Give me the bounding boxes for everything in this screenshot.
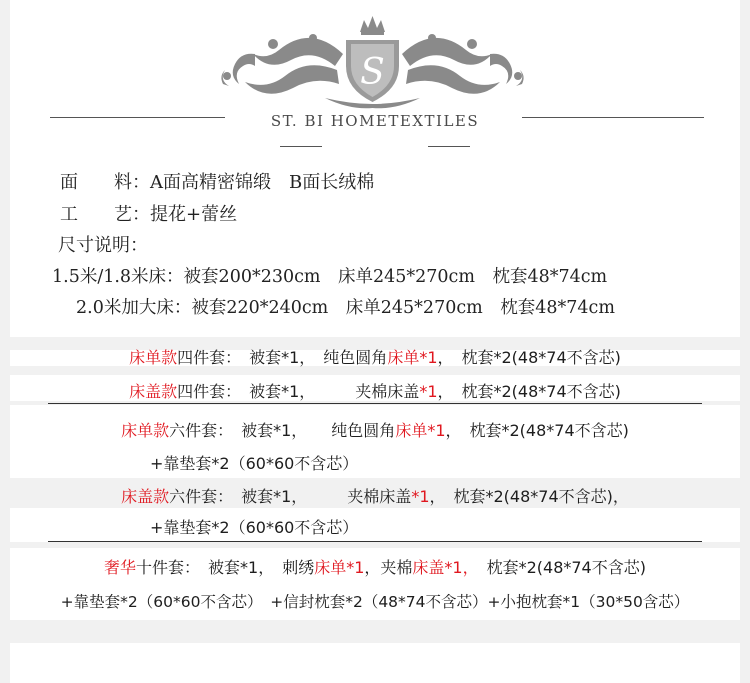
package-contents: 四件套： 被套*1， 纯色圆角: [177, 348, 388, 367]
package-middle: ，夹棉: [364, 558, 413, 577]
package-luxury-10pc-extra: +靠垫套*2（60*60不含芯） +信封枕套*2（48*74不含芯）+小抱枕套*1（30*50含芯）: [60, 593, 690, 611]
brand-crest-logo: [215, 14, 530, 114]
package-tail: ， 枕套*2(48*74不含芯)，: [429, 487, 629, 506]
package-bedsheet-6pc: [0, 418, 750, 441]
bottom-card: [10, 643, 740, 683]
package-bedsheet-4pc: [0, 345, 750, 368]
package-contents: 六件套： 被套*1， 夹棉床盖: [169, 487, 412, 506]
band-3: [10, 405, 740, 478]
craft-row: [60, 200, 237, 226]
package-highlight-item: 床单*1: [395, 421, 446, 440]
right-rule: [522, 117, 704, 118]
package-tail: 枕套*2(48*74不含芯): [470, 558, 646, 577]
craft-value: 提花+蕾丝: [150, 204, 238, 225]
underline-right: [428, 146, 470, 147]
package-bedsheet-6pc-extra: +靠垫套*2（60*60不含芯）: [150, 454, 359, 473]
fabric-label: 面 料：: [60, 172, 150, 193]
package-highlight-item-2: 床盖*1，: [412, 558, 471, 577]
package-name-highlight: 床单款: [129, 348, 178, 367]
divider-1: [48, 403, 702, 404]
size-label: 尺寸说明：: [58, 235, 148, 256]
package-name-highlight: 床盖款: [129, 382, 178, 401]
package-highlight-item: 床单*1: [387, 348, 438, 367]
package-contents: 六件套： 被套*1， 纯色圆角: [169, 421, 396, 440]
fabric-value: A面高精密锦缎 B面长绒棉: [150, 172, 375, 193]
left-rule: [50, 117, 225, 118]
band-4: [10, 508, 740, 542]
package-bedcover-6pc-extra: +靠垫套*2（60*60不含芯）: [150, 518, 359, 537]
package-name-highlight: 奢华: [104, 558, 137, 577]
size-row-1: 1.5米/1.8米床：被套200*230cm 床单245*270cm 枕套48*74cm: [52, 267, 608, 287]
package-tail: ， 枕套*2(48*74不含芯): [437, 348, 621, 367]
package-tail: ， 枕套*2(48*74不含芯): [437, 382, 621, 401]
brand-name: ST. BI HOMETEXTILES: [270, 112, 480, 130]
package-highlight-item: *1: [419, 382, 438, 401]
package-name-highlight: 床单款: [121, 421, 170, 440]
package-contents: 四件套： 被套*1， 夹棉床盖: [177, 382, 420, 401]
package-highlight-item: 床单*1: [314, 558, 365, 577]
size-row-2: 2.0米加大床：被套220*240cm 床单245*270cm 枕套48*74cm: [76, 298, 615, 318]
craft-label: 工 艺：: [60, 204, 150, 225]
underline-left: [280, 146, 322, 147]
package-bedcover-6pc: [0, 484, 750, 507]
package-luxury-10pc: [0, 555, 750, 578]
logo-monogram: S: [360, 52, 385, 93]
package-name-highlight: 床盖款: [121, 487, 170, 506]
package-contents: 十件套： 被套*1， 刺绣: [136, 558, 315, 577]
fabric-row: [60, 168, 374, 194]
package-bedcover-4pc: [0, 379, 750, 402]
package-highlight-item: *1: [411, 487, 430, 506]
divider-2: [48, 541, 702, 542]
package-tail: ， 枕套*2(48*74不含芯): [445, 421, 629, 440]
